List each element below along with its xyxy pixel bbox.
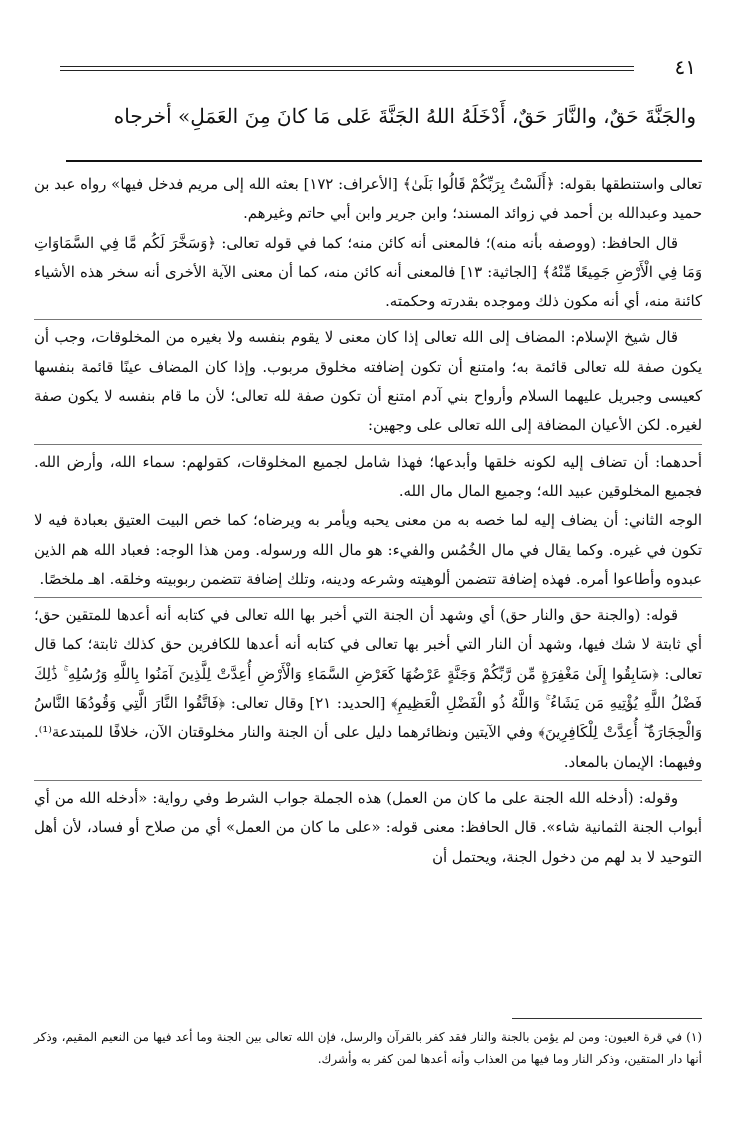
paragraph-1: تعالى واستنطقها بقوله: ﴿أَلَسْتُ بِرَبِّكُمْ قَالُوا بَلَىٰ﴾ [الأعراف: ١٧٢] بعثه الله إلى مريم فدخل فيها» رواه عبد بن حميد وعبدالله بن أحمد في زوائد المسند؛ وابن جرير وابن أبي حاتم وغيرهم.	[34, 176, 702, 223]
paragraph-6: قوله: (والجنة حق والنار حق) أي وشهد أن الجنة التي أخبر بها الله تعالى في كتابه أنه أعدها للمتقين حق؛ أي ثابتة لا شك فيها، وشهد أن النار التي أخبر بها تعالى في كتابه أنه أعدها للكافرين حق كذلك ثابتة؛ كما قال تعالى: ﴿سَابِقُوا إِلَىٰ مَغْفِرَةٍ مِّن رَّبِّكُمْ وَجَنَّةٍ عَرْضُهَا كَعَرْضِ السَّمَاءِ وَالْأَرْضِ أُعِدَّتْ لِلَّذِينَ آمَنُوا بِاللَّهِ وَرُسُلِهِ ۚ ذَٰلِكَ فَضْلُ اللَّهِ يُؤْتِيهِ مَن يَشَاءُ ۚ وَاللَّهُ ذُو الْفَضْلِ الْعَظِيمِ﴾ [الحديد: ٢١] وقال تعالى: ﴿فَاتَّقُوا النَّارَ الَّتِي وَقُودُهَا النَّاسُ وَالْحِجَارَةُ ۖ أُعِدَّتْ لِلْكَافِرِينَ﴾ وفي الآيتين ونظائرهما دليل على أن الجنة والنار مخلوقتان الآن، خلافًا للمبتدعة⁽¹⁾. وفيهما: الإيمان بالمعاد.	[34, 607, 702, 771]
page-number: ٤١	[674, 55, 696, 79]
header-rule	[60, 66, 634, 71]
paragraph-3: قال شيخ الإسلام: المضاف إلى الله تعالى إذا كان معنى لا يقوم بنفسه ولا بغيره من المخلوقات، وجب أن يكون صفة لله تعالى قائمة به؛ وامتنع أن تكون إضافته مخلوق مربوب. وإذا كان المضاف عينًا قائمة بنفسها كعيسى وجبريل عليهما السلام وأرواح بني آدم امتنع أن تكون صفة لله تعالى؛ لأن ما قام بنفسه لا يكون صفة لغيره. لكن الأعيان المضافة إلى الله تعالى على وجهين:	[34, 329, 702, 435]
paragraph-5: الوجه الثاني: أن يضاف إليه لما خصه به من معنى يحبه ويأمر به ويرضاه؛ كما خص البيت العتيق بعبادة فيه لا تكون في غيره. وكما يقال في مال الخُمُس والفيء: هو مال الله ورسوله. ومن هذا الوجه: فعباد الله هم الذين عبدوه وأطاعوا أمره. فهذه إضافة تتضمن ألوهيته وشرعه ودينه، وتلك إضافة تتضمن ربوبيته وخلقه. اهـ ملخصًا.	[34, 512, 702, 588]
paragraph-7: وقوله: (أدخله الله الجنة على ما كان من العمل) هذه الجملة جواب الشرط وفي رواية: «أدخله الله من أي أبواب الجنة الثمانية شاء». قال الحافظ: معنى قوله: «على ما كان من العمل» أي من صلاح أو فساد، لأن أهل التوحيد لا بد لهم من دخول الجنة، ويحتمل أن	[34, 789, 702, 866]
footnote-1: (١) في قرة العيون: ومن لم يؤمن بالجنة والنار فقد كفر بالقرآن والرسل، فإن الله تعالى بين الجنة وما أعد فيها من النعيم المقيم، وذكر أنها دار المتقين، وذكر النار وما فيها من العذاب وأنه أعدها لمن كفر به وأشرك.	[34, 1030, 702, 1066]
footnotes	[34, 1026, 702, 1070]
paragraph-separator	[34, 319, 702, 320]
paragraph-4: أحدهما: أن تضاف إليه لكونه خلقها وأبدعها؛ فهذا شامل لجميع المخلوقات، كقولهم: سماء الله، وأرض الله. فجميع المخلوقين عبيد الله؛ وجميع المال مال الله.	[34, 453, 702, 500]
main-divider	[66, 160, 702, 162]
commentary-body	[34, 170, 702, 872]
hadith-continuation-line: والجَنَّةَ حَقٌ، والنَّارَ حَقٌ، أَدْخَلَهُ اللهُ الجَنَّةَ عَلى مَا كانَ مِنَ العَمَلِ» أخرجاه	[113, 104, 696, 128]
page-header	[60, 52, 696, 82]
paragraph-separator	[34, 780, 702, 781]
paragraph-separator	[34, 444, 702, 445]
paragraph-2: قال الحافظ: (ووصفه بأنه منه)؛ فالمعنى أنه كائن منه؛ كما في قوله تعالى: ﴿وَسَخَّرَ لَكُم مَّا فِي السَّمَاوَاتِ وَمَا فِي الْأَرْضِ جَمِيعًا مِّنْهُ﴾ [الجاثية: ١٣] فالمعنى أنه كائن منه، كما أن معنى الآية الأخرى أنه سخر هذه الأشياء كائنة منه، أي أنه مكون ذلك وموجده بقدرته وحكمته.	[34, 234, 702, 311]
paragraph-separator	[34, 597, 702, 598]
footnote-rule	[512, 1018, 702, 1019]
